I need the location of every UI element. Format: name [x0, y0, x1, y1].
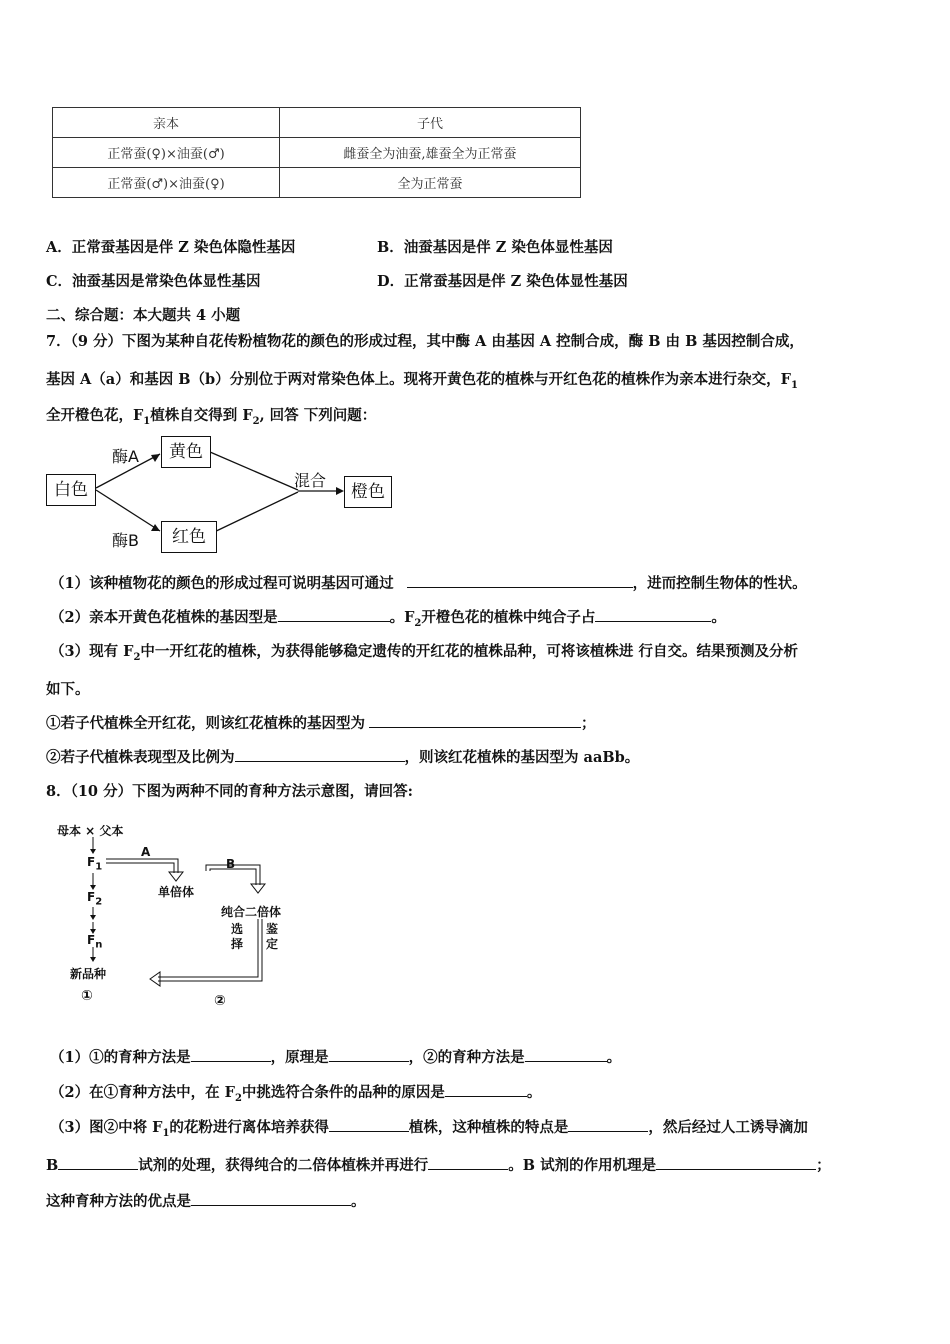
answer-blank[interactable]	[329, 1047, 409, 1062]
q8-part2-c: 。	[526, 1084, 542, 1101]
q7-part5	[46, 746, 639, 767]
table-cell: 全为正常蚕	[280, 168, 581, 198]
answer-blank[interactable]	[278, 607, 390, 622]
arrow-line	[96, 490, 160, 531]
q7-part4-b: ；	[581, 715, 596, 732]
arrow-a-line	[106, 863, 174, 873]
q8-part1	[50, 1046, 621, 1067]
q7-part5-b: ，则该红花植株的基因型为 aaBb。	[404, 749, 640, 766]
q8-part5-b: 。	[351, 1193, 366, 1210]
q8-part3-c: 植株，这种植株的特点是	[408, 1119, 569, 1136]
q7-line3-b: 植株自交得到 F	[150, 407, 253, 424]
q7-part3-sub: 2	[133, 651, 141, 663]
q8-part4-d: ；	[816, 1157, 831, 1174]
f1-text: F	[87, 855, 96, 869]
answer-blank[interactable]	[445, 1082, 527, 1097]
q8-title: 8．（10 分）下图为两种不同的育种方法示意图，请回答:	[46, 783, 413, 800]
table-row	[53, 138, 581, 168]
q7-line3-sub2: 2	[252, 415, 260, 427]
arrow-head	[336, 487, 344, 495]
answer-blank[interactable]	[329, 1117, 409, 1132]
q7-part3-line2: 如下。	[46, 681, 90, 698]
q7-part2-a: （2）亲本开黄色花植株的基因型是	[50, 609, 278, 626]
q7-part4	[46, 712, 596, 733]
q7-part2-d: 。	[711, 609, 726, 626]
answer-blank[interactable]	[595, 607, 711, 622]
fn-sub: n	[95, 939, 103, 951]
answer-blank[interactable]	[58, 1155, 138, 1170]
fn-label	[87, 933, 102, 950]
option-a: A．正常蚕基因是伴 Z 染色体隐性基因	[46, 239, 296, 256]
table-header-row	[53, 108, 581, 138]
answer-blank[interactable]	[369, 713, 581, 728]
table-cell: 雌蚕全为油蚕,雄蚕全为正常蚕	[280, 138, 581, 168]
num2-label: ②	[214, 993, 226, 1009]
answer-blank[interactable]	[428, 1155, 508, 1170]
red-box: 红色	[161, 521, 217, 553]
q8-part3-sub: 1	[162, 1127, 170, 1139]
q7-part2	[50, 606, 726, 629]
answer-blank[interactable]	[525, 1047, 607, 1062]
arrow-a-line	[106, 859, 178, 873]
parents-label: 母本 × 父本	[57, 824, 124, 838]
f1-label	[87, 855, 102, 872]
q7-part1-a: （1）该种植物花的颜色的形成过程可说明基因可通过	[50, 575, 394, 592]
yellow-box: 黄色	[161, 436, 211, 468]
fn-text: F	[87, 933, 96, 947]
option-d: D．正常蚕基因是伴 Z 染色体显性基因	[377, 273, 628, 290]
answer-blank[interactable]	[656, 1155, 816, 1170]
q7-line2-text: 基因 A（a）和基因 B（b）分别位于两对常染色体上。现将开黄色花的植株与开红色花的植株作为亲本进行杂交，F	[46, 371, 791, 388]
q8-part3	[50, 1116, 808, 1139]
arrow-b-line	[210, 869, 256, 885]
return-arrow-head	[150, 972, 160, 986]
q8-part4-b: 试剂的处理，获得纯合的二倍体植株并再进行	[138, 1157, 429, 1174]
answer-blank[interactable]	[407, 573, 633, 588]
q8-part1-d: 。	[606, 1049, 622, 1066]
q8-part1-a: （1）①的育种方法是	[50, 1049, 191, 1066]
q7-part3-b: 中一开红花的植株，为获得能够稳定遗传的开红花的植株品种，可将该植株进 行自交。结果预测及分析	[140, 643, 798, 660]
table-cell: 正常蚕(♂)×油蚕(♀)	[53, 168, 280, 198]
q7-part2-b: 。F	[389, 609, 415, 626]
arrow-head	[151, 524, 160, 531]
option-b: B．油蚕基因是伴 Z 染色体显性基因	[377, 239, 613, 256]
table-row	[53, 168, 581, 198]
q7-part3-a: （3）现有 F	[50, 643, 134, 660]
identify-label: 鉴定	[266, 922, 279, 951]
enzyme-b-label: 酶B	[112, 531, 139, 550]
mix-label: 混合	[294, 471, 327, 490]
q8-part3-b: 的花粉进行离体培养获得	[169, 1119, 329, 1136]
q7-line3	[46, 404, 376, 427]
q7-line3-c: , 回答 下列问题：	[259, 407, 377, 424]
f2-text: F	[87, 890, 96, 904]
q7-line1: 7．（9 分）下图为某种自花传粉植物花的颜色的形成过程，其中酶 A 由基因 A 控制合成，酶 B 由 B 基因控制合成，	[46, 333, 804, 350]
answer-blank[interactable]	[235, 747, 405, 762]
q8-part3-d: ，然后经过人工诱导滴加	[648, 1119, 808, 1136]
white-box: 白色	[46, 474, 96, 506]
num1-label: ①	[81, 988, 93, 1004]
arrow-head	[90, 849, 96, 854]
q8-part2-a: （2）在①育种方法中，在 F	[50, 1084, 235, 1101]
q8-part1-b: ，原理是	[270, 1049, 329, 1066]
q7-part3	[50, 640, 798, 663]
cross-results-table	[52, 107, 581, 198]
q7-part2-c: 开橙色花的植株中纯合子占	[421, 609, 596, 626]
connector-line	[210, 452, 298, 490]
section-title: 二、综合题：本大题共 4 小题	[46, 307, 241, 324]
arrow-head	[90, 915, 96, 920]
arrow-b-head	[251, 884, 265, 893]
q7-line2	[46, 368, 798, 391]
answer-blank[interactable]	[568, 1117, 648, 1132]
q8-part2-b: 中挑选符合条件的品种的原因是	[241, 1084, 445, 1101]
q7-line3-a: 全开橙色花，F	[46, 407, 144, 424]
q8-part4-a: B	[46, 1157, 59, 1174]
return-arrow-line	[158, 919, 262, 981]
q8-part2-sub: 2	[234, 1092, 242, 1104]
new-variety-label: 新品种	[70, 967, 107, 981]
q8-part5-a: 这种育种方法的优点是	[46, 1193, 191, 1210]
arrow-head	[90, 957, 96, 962]
q8-part2	[50, 1081, 541, 1104]
q7-line3-sub1: 1	[143, 415, 151, 427]
q7-part4-a: ①若子代植株全开红花，则该红花植株的基因型为	[46, 715, 365, 732]
q8-part3-a: （3）图②中将 F	[50, 1119, 163, 1136]
haploid-label: 单倍体	[158, 885, 195, 899]
q8-part1-c: ，②的育种方法是	[408, 1049, 525, 1066]
f1-sub: 1	[95, 861, 103, 873]
arrow-a-head	[169, 872, 183, 881]
q7-part2-sub: 2	[414, 617, 422, 629]
connector-line	[210, 492, 298, 534]
label-a: A	[141, 845, 151, 859]
enzyme-a-label: 酶A	[112, 447, 139, 466]
table-cell: 正常蚕(♀)×油蚕(♂)	[53, 138, 280, 168]
orange-box: 橙色	[344, 476, 392, 508]
q8-part4-c: 。B 试剂的作用机理是	[508, 1157, 657, 1174]
table-header-cell: 亲本	[53, 108, 280, 138]
answer-blank[interactable]	[191, 1191, 351, 1206]
label-b: B	[226, 857, 236, 871]
q7-part1	[50, 572, 807, 593]
pure-diploid-label: 纯合二倍体	[221, 905, 282, 919]
q7-part1-b: ，进而控制生物体的性状。	[632, 575, 807, 592]
q8-part5	[46, 1190, 366, 1211]
q8-part4	[46, 1154, 831, 1175]
q7-part5-a: ②若子代植株表现型及比例为	[46, 749, 235, 766]
q7-line2-sub: 1	[790, 379, 798, 391]
f2-label	[87, 890, 102, 907]
answer-blank[interactable]	[191, 1047, 271, 1062]
f2-sub: 2	[95, 896, 103, 908]
option-c: C．油蚕基因是常染色体显性基因	[46, 273, 261, 290]
select-label: 选择	[231, 922, 244, 951]
table-header-cell: 子代	[280, 108, 581, 138]
